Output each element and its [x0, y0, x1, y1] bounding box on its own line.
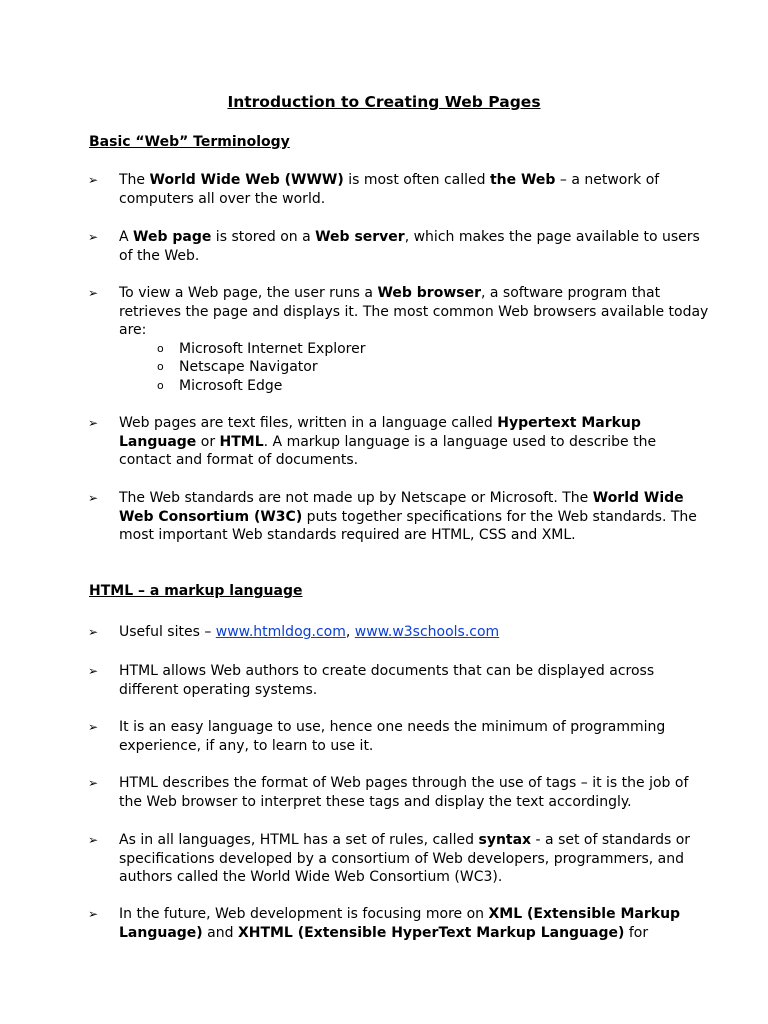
arrowhead-bullet-icon: ➢ [88, 625, 99, 639]
text-run: different operating systems. [119, 681, 318, 698]
text-line [119, 171, 689, 190]
text-line [119, 681, 689, 700]
bold-term: HTML [219, 433, 264, 450]
text-line [119, 414, 689, 433]
text-line [119, 526, 689, 545]
bold-term: Web page [133, 229, 212, 245]
text-run: puts together specifications for the Web standards. The [302, 508, 697, 525]
bold-term: Hypertext Markup [497, 415, 641, 431]
text-run: , [345, 624, 355, 640]
text-line [119, 228, 700, 247]
text-line [119, 850, 689, 869]
text-line [119, 433, 689, 452]
document-title: Introduction to Creating Web Pages [227, 93, 541, 111]
list-item-text [119, 489, 697, 545]
text-run: is stored on a [211, 229, 316, 245]
text-line [119, 247, 689, 266]
text-run: , which makes the page available to users [404, 229, 700, 245]
text-run: It is an easy language to use, hence one needs the minimum of programming [119, 719, 666, 735]
text-line [119, 737, 689, 756]
text-line [119, 623, 689, 642]
text-run: HTML describes the format of Web pages through the use of tags – it is the job of [119, 775, 689, 791]
text-run: and [202, 924, 238, 941]
text-run: As in all languages, HTML has a set of rules, called [119, 832, 479, 848]
arrowhead-bullet-icon: ➢ [88, 720, 99, 734]
sub-list-item-label: Netscape Navigator [179, 359, 318, 375]
text-line [119, 793, 689, 812]
text-line [119, 284, 689, 303]
hollow-circle-bullet-icon: o [157, 378, 164, 392]
text-run: A [119, 229, 134, 245]
text-run: are: [119, 322, 147, 338]
text-run: Useful sites – [119, 624, 216, 640]
site-link[interactable]: www.w3schools.com [354, 624, 500, 640]
section-heading-terminology: Basic “Web” Terminology [89, 134, 290, 150]
sub-list-item [119, 377, 689, 396]
section-heading-html: HTML – a markup language [89, 583, 303, 599]
text-run: computers all over the world. [119, 190, 326, 207]
text-run: . A markup language is a language used to describe the [263, 433, 657, 450]
list-item-text [119, 171, 689, 208]
arrowhead-bullet-icon: ➢ [88, 664, 99, 678]
text-run: – a network of [555, 172, 660, 188]
arrowhead-bullet-icon: ➢ [88, 230, 99, 244]
arrowhead-bullet-icon: ➢ [88, 491, 99, 505]
sub-list-item-label: Microsoft Internet Explorer [179, 340, 366, 357]
text-run: specifications developed by a consortium of Web developers, programmers, and [119, 850, 684, 867]
bold-term: Language) [119, 924, 203, 941]
arrowhead-bullet-icon: ➢ [88, 286, 99, 300]
text-run: To view a Web page, the user runs a [119, 285, 378, 301]
text-line [119, 905, 689, 924]
text-line [119, 489, 689, 508]
text-run: , a software program that [480, 285, 661, 301]
text-run: or [196, 433, 220, 450]
list-item-text [119, 623, 689, 642]
hollow-circle-bullet-icon: o [157, 360, 164, 373]
bold-term: syntax [478, 832, 532, 848]
list-item-text [119, 662, 689, 699]
text-run: of the Web. [119, 247, 200, 264]
text-run: Web pages are text files, written in a language called [119, 415, 498, 431]
sub-list-item [119, 340, 689, 359]
text-run: authors called the World Wide Web Consortium (WC3). [119, 869, 503, 885]
text-run: In the future, Web development is focusing more on [119, 906, 489, 922]
text-line [119, 662, 689, 681]
hollow-circle-bullet-icon: o [157, 341, 164, 355]
text-run: - a set of standards or [531, 832, 691, 848]
bold-term: Web server [315, 229, 405, 245]
arrowhead-bullet-icon: ➢ [88, 776, 99, 790]
bold-term: XML (Extensible Markup [488, 906, 681, 922]
arrowhead-bullet-icon: ➢ [88, 833, 99, 847]
arrowhead-bullet-icon: ➢ [88, 907, 99, 921]
bold-term: World Wide Web (WWW) [149, 172, 344, 188]
text-run: is most often called [343, 172, 490, 188]
text-run: for [624, 924, 649, 941]
text-line [119, 868, 689, 887]
bold-term: Web Consortium (W3C) [119, 508, 303, 525]
text-line [119, 321, 689, 340]
text-line [119, 190, 689, 209]
bold-term: World Wide [592, 490, 684, 506]
list-item-text [119, 905, 689, 942]
text-line [119, 774, 689, 793]
text-run: most important Web standards required are HTML, CSS and XML. [119, 527, 576, 543]
text-line [119, 303, 709, 322]
text-line [119, 924, 689, 943]
text-run: HTML allows Web authors to create documents that can be displayed across [119, 663, 655, 679]
site-link[interactable]: www.htmldog.com [215, 624, 346, 640]
text-run: the Web browser to interpret these tags and display the text accordingly. [119, 793, 632, 810]
text-run: The Web standards are not made up by Netscape or Microsoft. The [119, 490, 593, 506]
bold-term: Web browser [377, 285, 481, 301]
text-line [119, 718, 689, 737]
list-item-text [119, 284, 709, 395]
bold-term: the Web [489, 172, 556, 188]
bold-term: Language [119, 433, 197, 450]
list-item-text [119, 414, 689, 470]
text-run: The [119, 172, 150, 188]
list-item-text [119, 774, 689, 811]
bold-term: XHTML (Extensible HyperText Markup Language) [237, 924, 625, 941]
sub-list-item-label: Microsoft Edge [179, 377, 283, 394]
text-run: contact and format of documents. [119, 452, 359, 468]
text-line [119, 508, 697, 527]
list-item-text [119, 718, 689, 755]
text-line [119, 831, 689, 850]
text-run: retrieves the page and displays it. The most common Web browsers available today [119, 303, 709, 320]
arrowhead-bullet-icon: ➢ [88, 416, 99, 430]
list-item-text [119, 831, 689, 887]
sub-list-item [119, 358, 689, 377]
text-run: experience, if any, to learn to use it. [119, 737, 374, 754]
text-line [119, 451, 689, 470]
list-item-text [119, 228, 700, 265]
arrowhead-bullet-icon: ➢ [88, 173, 99, 187]
